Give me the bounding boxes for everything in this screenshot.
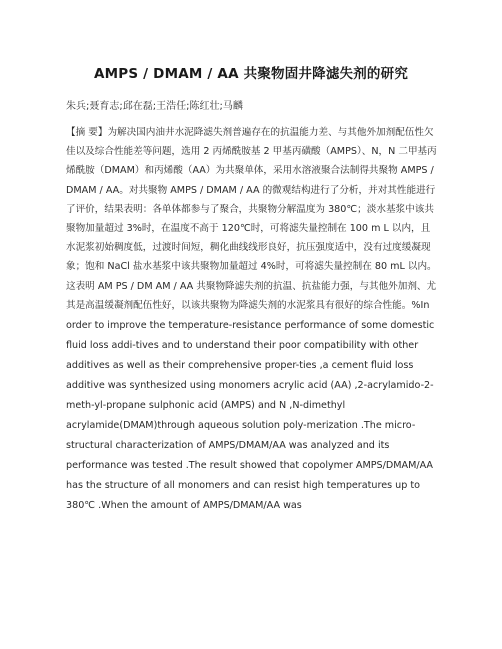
abstract-chinese: 为解决国内油井水泥降滤失剂普遍存在的抗温能力差、与其他外加剂配伍性欠佳以及综合性能差等问题，选用 2 丙烯酰胺基 2 甲基丙磺酸（AMPS）、N，N 二甲基丙烯酰胺（DMAM）和丙烯酸（AA）为共聚单体，采用水溶液聚合法制得共聚物 AMPS / DMAM / AA。对共聚物 AMPS / DMAM / AA 的微观结构进行了分析，并对其性能进行了评价，结果表明：各单体都参与了聚合，共聚物分解温度为 380℃；淡水基浆中该共聚物加量超过 3%时，在温度不高于 120℃时，可将滤失量控制在 100 m L 以内，且水泥浆初始稠度低，过渡时间短，稠化曲线线形良好，抗压强度适中，没有过度缓凝现象；饱和 NaCl 盐水基浆中该共聚物加量超过 4%时，可将滤失量控制在 80 mL 以内。这表明 AM PS / DM AM / AA 共聚物降滤失剂的抗温、抗盐能力强，与其他外加剂、尤其是高温缓凝剂配伍性好，以该共聚物为降滤失剂的水泥浆具有很好的综合性能。 (66, 127, 437, 311)
abstract-label: 【摘 要】 (66, 127, 108, 138)
paper-title: AMPS / DMAM / AA 共聚物固井降滤失剂的研究 (93, 66, 409, 82)
abstract-block (66, 123, 438, 516)
paper-authors: 朱兵;聂育志;邱在磊;王浩任;陈红壮;马麟 (66, 101, 243, 112)
abstract-english: %In order to improve the temperature-resistance performance of some domestic fluid loss addi-tives and to understand their poor compatibility with other additives as well as their comprehensive proper-ties ,a cement fluid loss additive was synthesized using monomers acrylic acid (AA) ,2-acrylamido-2-meth-yl-propane sulphonic acid (AMPS) and N ,N-dimethyl acrylamide(DMAM)through aqueous solution poly-merization .The micro-structural characterization of AMPS/DMAM/AA was analyzed and its performance was tested .The result showed that copolymer AMPS/DMAM/AA has the structure of all monomers and can resist high temperatures up to 380℃ .When the amount of AMPS/DMAM/AA was (66, 299, 435, 511)
